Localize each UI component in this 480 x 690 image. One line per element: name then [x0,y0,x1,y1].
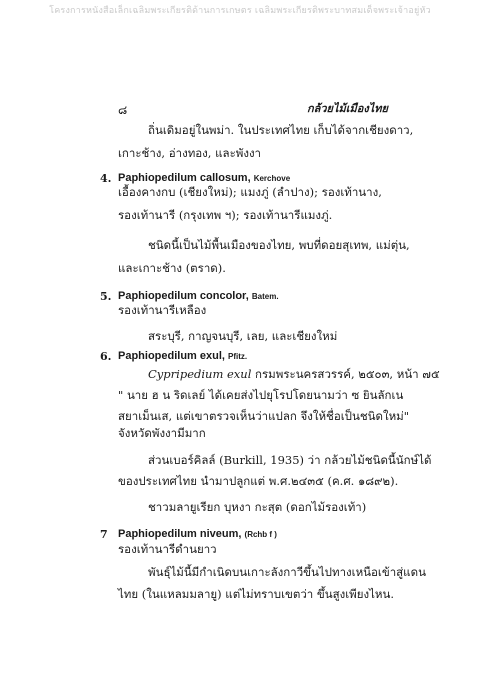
species-7-author: (Rchb f ) [244,530,277,539]
species-4-author: Kerchove [253,174,291,183]
species-6-burkill-2: ของประเทศไทย นำมาปลูกแต่ พ.ศ.๒๔๓๕ (ค.ศ. ๑๘๙๒). [118,474,399,488]
species-7-vernacular: รองเท้านารีดำนยาว [118,542,217,556]
species-5-author: Batem. [251,292,279,301]
species-6-reference [148,369,440,381]
species-4-name [118,172,290,184]
species-6-burkill-1: ส่วนเบอร์คิลล์ (Burkill, 1935) ว่า กล้วยไม้ชนิดนี้นักษ์ได้ [148,453,432,467]
species-4-number: 4. [100,172,112,185]
species-7-name [118,528,277,540]
species-6-number: 6. [100,350,112,363]
species-7-number: 7 [100,528,108,541]
species-4-desc-2: และเกาะช้าง (ตราด). [118,261,226,275]
intro-line-2: เกาะช้าง, อ่างทอง, และพังงา [118,146,262,160]
species-6-author: Pfitz. [228,352,248,361]
species-5-desc: สระบุรี, กาญจนบุรี, เลย, และเชียงใหม่ [148,329,338,343]
running-title: กล้วยไม้เมืองไทย [306,102,388,115]
species-7-binomial: Paphiopedilum niveum, [118,528,242,540]
species-5-vernacular: รองเท้านารีเหลือง [118,303,207,317]
species-5-number: 5. [100,290,112,303]
species-4-desc-1: ชนิดนี้เป็นไม้พื้นเมืองของไทย, พบที่ดอยสุเทพ, แม่ตุ่น, [148,238,410,252]
species-6-quote-3: จังหวัดพังงามีมาก [118,426,206,440]
species-6-ref-source: กรมพระนครสวรรค์, ๒๕๐๓, หน้า ๗๕ [251,367,440,381]
species-7-desc-2: ไทย (ในแหลมมลายู) แต่ไม่ทราบเขตว่า ขึ้นสูงเพียงไหน. [118,587,394,601]
page-number: ๘ [118,103,128,117]
species-6-quote-1: " นาย ฮ น ริดเลย์ ได้เคยส่งไปยุโรปโดยนามว่า ซ ยินลักเน [118,388,404,402]
species-5-name [118,290,279,302]
species-6-binomial: Paphiopedilum exul, [118,350,225,362]
species-5-binomial: Paphiopedilum concolor, [118,290,249,302]
species-6-synonym: Cypripedium exul [148,367,252,381]
species-4-binomial: Paphiopedilum callosum, [118,172,251,184]
species-4-vernacular-2: รองเท้านารี (กรุงเทพ ฯ); รองเท้านารีแมงภู่. [118,208,333,222]
watermark: โครงการหนังสือเล็กเฉลิมพระเกียรติด้านการเกษตร เฉลิมพระเกียรติพระบาทสมเด็จพระเจ้าอยู่หัว [49,6,431,16]
species-6-local-name: ชาวมลายูเรียก บุหงา กะสุต (ดอกไม้รองเท้า) [148,500,367,514]
intro-line-1: ถิ่นเดิมอยู่ในพม่า. ในประเทศไทย เก็บได้จากเชียงดาว, [148,123,414,137]
species-7-desc-1: พันธุ์ไม้นี้มีกำเนิดบนเกาะลังกาวีขึ้นไปทางเหนือเข้าสู่แดน [148,565,426,579]
species-6-quote-2: สยาเม็นเส, แต่เขาตรวจเห็นว่าแปลก จึงให้ชื่อเป็นชนิดใหม่" [118,409,410,423]
species-4-vernacular-1: เอื้องคางกบ (เชียงใหม่); แมงภู่ (ลำปาง); รองเท้านาง, [118,185,382,199]
species-6-name [118,350,247,362]
